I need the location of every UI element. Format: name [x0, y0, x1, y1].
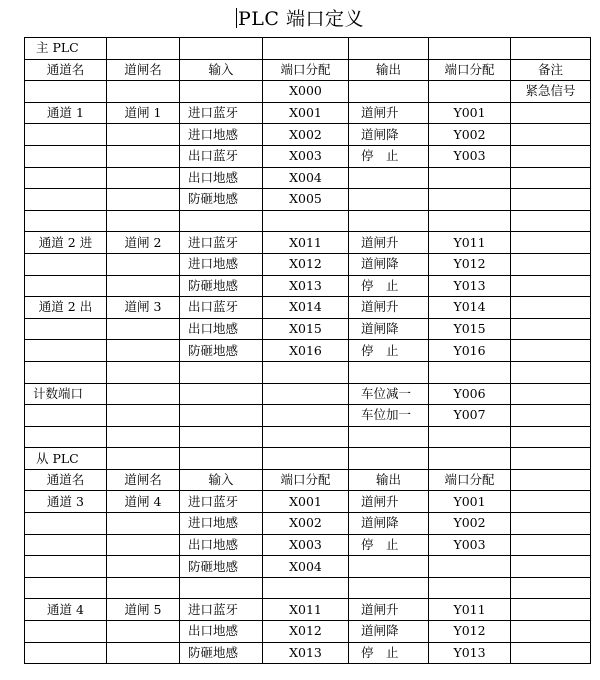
cell-channel-name	[25, 642, 107, 664]
cell-output: 停 止	[349, 145, 429, 167]
cell-output-port: Y002	[429, 513, 511, 535]
cell-input: 输入	[180, 59, 263, 81]
cell-input: 进口蓝牙	[180, 599, 263, 621]
cell-channel-name	[25, 361, 107, 383]
cell-channel-name: 通道 3	[25, 491, 107, 513]
cell-input: 防砸地感	[180, 642, 263, 664]
cell-output: 道闸降	[349, 124, 429, 146]
cell-remark	[511, 577, 591, 599]
cell-gate-name	[107, 145, 180, 167]
cell-output: 道闸升	[349, 491, 429, 513]
cell-input-port: X000	[263, 81, 349, 103]
table-row	[25, 448, 591, 470]
table-row	[25, 81, 591, 103]
table-row	[25, 59, 591, 81]
cell-channel-name: 从 PLC	[25, 448, 107, 470]
cell-input	[180, 426, 263, 448]
cell-gate-name	[107, 534, 180, 556]
cell-gate-name	[107, 318, 180, 340]
cell-remark	[511, 599, 591, 621]
cell-gate-name: 道闸 2	[107, 232, 180, 254]
cell-input: 进口地感	[180, 513, 263, 535]
cell-input	[180, 210, 263, 232]
cell-gate-name	[107, 621, 180, 643]
cell-remark	[511, 189, 591, 211]
table-row	[25, 102, 591, 124]
cell-channel-name	[25, 577, 107, 599]
cell-input: 进口蓝牙	[180, 491, 263, 513]
cell-remark	[511, 102, 591, 124]
cell-input	[180, 405, 263, 427]
cell-remark	[511, 124, 591, 146]
cell-output-port: 端口分配	[429, 59, 511, 81]
cell-input-port: 端口分配	[263, 59, 349, 81]
cell-output: 道闸降	[349, 318, 429, 340]
cell-output-port: Y003	[429, 145, 511, 167]
table-row	[25, 534, 591, 556]
cell-input: 进口地感	[180, 253, 263, 275]
table-row	[25, 491, 591, 513]
cell-output: 车位减一	[349, 383, 429, 405]
cell-output-port: Y016	[429, 340, 511, 362]
cell-output-port: Y003	[429, 534, 511, 556]
cell-input: 防砸地感	[180, 275, 263, 297]
table-row	[25, 577, 591, 599]
cell-output-port: Y013	[429, 275, 511, 297]
cell-input-port	[263, 448, 349, 470]
cell-output-port	[429, 361, 511, 383]
cell-input-port: X001	[263, 102, 349, 124]
cell-remark	[511, 38, 591, 60]
cell-output	[349, 426, 429, 448]
cell-input-port	[263, 426, 349, 448]
table-row	[25, 210, 591, 232]
document-title	[0, 4, 600, 31]
cell-output-port	[429, 189, 511, 211]
table-row	[25, 232, 591, 254]
cell-input-port	[263, 383, 349, 405]
cell-input	[180, 577, 263, 599]
table-row	[25, 513, 591, 535]
cell-gate-name: 道闸名	[107, 469, 180, 491]
cell-input-port: X003	[263, 145, 349, 167]
cell-input: 出口地感	[180, 318, 263, 340]
cell-output-port: Y001	[429, 102, 511, 124]
cell-remark	[511, 361, 591, 383]
cell-output-port: Y012	[429, 621, 511, 643]
table-row	[25, 556, 591, 578]
cell-input-port: X012	[263, 621, 349, 643]
table-row	[25, 405, 591, 427]
cell-gate-name	[107, 210, 180, 232]
cell-input-port: X011	[263, 232, 349, 254]
cell-channel-name	[25, 534, 107, 556]
cell-channel-name: 通道 2 进	[25, 232, 107, 254]
table-row	[25, 426, 591, 448]
cell-channel-name	[25, 621, 107, 643]
cell-output: 道闸升	[349, 102, 429, 124]
cell-remark	[511, 621, 591, 643]
cell-input-port	[263, 405, 349, 427]
cell-input-port: X016	[263, 340, 349, 362]
cell-input-port: X015	[263, 318, 349, 340]
cell-channel-name: 主 PLC	[25, 38, 107, 60]
cell-channel-name	[25, 145, 107, 167]
cell-channel-name	[25, 275, 107, 297]
cell-input-port	[263, 38, 349, 60]
cell-channel-name	[25, 513, 107, 535]
cell-input-port: X014	[263, 297, 349, 319]
cell-gate-name	[107, 275, 180, 297]
cell-output: 停 止	[349, 534, 429, 556]
cell-gate-name	[107, 167, 180, 189]
cell-channel-name	[25, 81, 107, 103]
cell-output	[349, 189, 429, 211]
cell-output-port	[429, 167, 511, 189]
cell-gate-name	[107, 189, 180, 211]
table-row	[25, 621, 591, 643]
cell-gate-name	[107, 448, 180, 470]
cell-input	[180, 448, 263, 470]
cell-input-port: X002	[263, 513, 349, 535]
cell-remark	[511, 426, 591, 448]
cell-output: 道闸降	[349, 253, 429, 275]
cell-output	[349, 210, 429, 232]
cell-output-port	[429, 210, 511, 232]
cell-remark	[511, 318, 591, 340]
cell-gate-name	[107, 642, 180, 664]
cell-output-port	[429, 448, 511, 470]
cell-output: 车位加一	[349, 405, 429, 427]
cell-output-port	[429, 556, 511, 578]
cell-gate-name	[107, 577, 180, 599]
table-row	[25, 340, 591, 362]
cell-output-port: Y006	[429, 383, 511, 405]
cell-remark	[511, 556, 591, 578]
cell-gate-name	[107, 361, 180, 383]
cell-channel-name: 通道名	[25, 469, 107, 491]
cell-output-port: Y011	[429, 599, 511, 621]
cell-channel-name	[25, 124, 107, 146]
text-cursor	[236, 8, 237, 28]
cell-remark	[511, 145, 591, 167]
cell-input-port: 端口分配	[263, 469, 349, 491]
cell-output	[349, 38, 429, 60]
cell-input: 防砸地感	[180, 556, 263, 578]
cell-output	[349, 81, 429, 103]
cell-input-port	[263, 361, 349, 383]
table-row	[25, 297, 591, 319]
document-title-text: PLC 端口定义	[238, 8, 364, 30]
cell-output	[349, 167, 429, 189]
table-row	[25, 189, 591, 211]
cell-output	[349, 556, 429, 578]
table-row	[25, 599, 591, 621]
table-row	[25, 469, 591, 491]
cell-remark	[511, 383, 591, 405]
cell-input: 出口蓝牙	[180, 297, 263, 319]
cell-input	[180, 383, 263, 405]
table-row	[25, 124, 591, 146]
cell-gate-name: 道闸 5	[107, 599, 180, 621]
table-row	[25, 642, 591, 664]
cell-channel-name	[25, 253, 107, 275]
cell-gate-name	[107, 405, 180, 427]
cell-input-port: X004	[263, 167, 349, 189]
cell-remark	[511, 491, 591, 513]
cell-input-port: X013	[263, 275, 349, 297]
cell-remark	[511, 534, 591, 556]
table-row	[25, 38, 591, 60]
cell-output	[349, 361, 429, 383]
cell-gate-name	[107, 81, 180, 103]
cell-gate-name	[107, 124, 180, 146]
cell-output-port	[429, 426, 511, 448]
cell-gate-name: 道闸 1	[107, 102, 180, 124]
cell-output-port: 端口分配	[429, 469, 511, 491]
cell-remark: 紧急信号	[511, 81, 591, 103]
cell-input: 输入	[180, 469, 263, 491]
cell-input: 出口地感	[180, 534, 263, 556]
cell-input-port: X003	[263, 534, 349, 556]
cell-remark: 备注	[511, 59, 591, 81]
cell-gate-name	[107, 513, 180, 535]
cell-input	[180, 361, 263, 383]
cell-gate-name	[107, 253, 180, 275]
cell-output-port: Y011	[429, 232, 511, 254]
cell-output-port	[429, 38, 511, 60]
cell-input: 出口地感	[180, 621, 263, 643]
cell-output: 道闸升	[349, 599, 429, 621]
cell-channel-name	[25, 556, 107, 578]
cell-remark	[511, 253, 591, 275]
cell-input: 出口地感	[180, 167, 263, 189]
cell-channel-name: 通道 4	[25, 599, 107, 621]
cell-input-port: X011	[263, 599, 349, 621]
table-row	[25, 361, 591, 383]
cell-output-port: Y012	[429, 253, 511, 275]
cell-input	[180, 38, 263, 60]
cell-channel-name: 通道名	[25, 59, 107, 81]
cell-channel-name	[25, 318, 107, 340]
cell-gate-name	[107, 426, 180, 448]
table-row	[25, 275, 591, 297]
cell-output-port: Y015	[429, 318, 511, 340]
cell-input: 进口地感	[180, 124, 263, 146]
cell-output-port: Y007	[429, 405, 511, 427]
cell-output-port: Y013	[429, 642, 511, 664]
cell-input-port: X005	[263, 189, 349, 211]
table-row	[25, 383, 591, 405]
cell-output-port	[429, 81, 511, 103]
cell-remark	[511, 513, 591, 535]
cell-gate-name	[107, 38, 180, 60]
table-row	[25, 318, 591, 340]
cell-input-port: X001	[263, 491, 349, 513]
cell-input: 防砸地感	[180, 340, 263, 362]
cell-remark	[511, 275, 591, 297]
cell-channel-name: 通道 2 出	[25, 297, 107, 319]
cell-channel-name	[25, 210, 107, 232]
cell-remark	[511, 448, 591, 470]
cell-output: 道闸升	[349, 297, 429, 319]
cell-remark	[511, 297, 591, 319]
cell-gate-name: 道闸 3	[107, 297, 180, 319]
cell-remark	[511, 469, 591, 491]
plc-port-table	[24, 37, 591, 664]
cell-remark	[511, 340, 591, 362]
cell-output: 输出	[349, 469, 429, 491]
cell-input-port	[263, 577, 349, 599]
cell-output-port: Y014	[429, 297, 511, 319]
cell-output-port: Y001	[429, 491, 511, 513]
cell-channel-name: 计数端口	[25, 383, 107, 405]
cell-gate-name	[107, 383, 180, 405]
cell-channel-name	[25, 167, 107, 189]
cell-output: 停 止	[349, 642, 429, 664]
cell-output: 输出	[349, 59, 429, 81]
cell-input: 出口蓝牙	[180, 145, 263, 167]
cell-input: 进口蓝牙	[180, 232, 263, 254]
cell-output: 道闸降	[349, 513, 429, 535]
cell-remark	[511, 167, 591, 189]
cell-output: 停 止	[349, 340, 429, 362]
cell-output-port	[429, 577, 511, 599]
cell-channel-name	[25, 405, 107, 427]
cell-channel-name	[25, 189, 107, 211]
cell-output-port: Y002	[429, 124, 511, 146]
cell-channel-name	[25, 426, 107, 448]
cell-channel-name: 通道 1	[25, 102, 107, 124]
cell-remark	[511, 642, 591, 664]
cell-remark	[511, 210, 591, 232]
cell-gate-name: 道闸名	[107, 59, 180, 81]
cell-input: 进口蓝牙	[180, 102, 263, 124]
cell-remark	[511, 232, 591, 254]
cell-gate-name: 道闸 4	[107, 491, 180, 513]
cell-input	[180, 81, 263, 103]
cell-output: 道闸降	[349, 621, 429, 643]
cell-gate-name	[107, 340, 180, 362]
cell-channel-name	[25, 340, 107, 362]
cell-input-port: X012	[263, 253, 349, 275]
table-row	[25, 145, 591, 167]
cell-output: 停 止	[349, 275, 429, 297]
table-row	[25, 167, 591, 189]
cell-input-port	[263, 210, 349, 232]
cell-output	[349, 577, 429, 599]
cell-output: 道闸升	[349, 232, 429, 254]
cell-input-port: X013	[263, 642, 349, 664]
cell-remark	[511, 405, 591, 427]
cell-gate-name	[107, 556, 180, 578]
cell-output	[349, 448, 429, 470]
cell-input-port: X004	[263, 556, 349, 578]
cell-input-port: X002	[263, 124, 349, 146]
table-row	[25, 253, 591, 275]
cell-input: 防砸地感	[180, 189, 263, 211]
plc-port-table-body	[25, 38, 591, 664]
